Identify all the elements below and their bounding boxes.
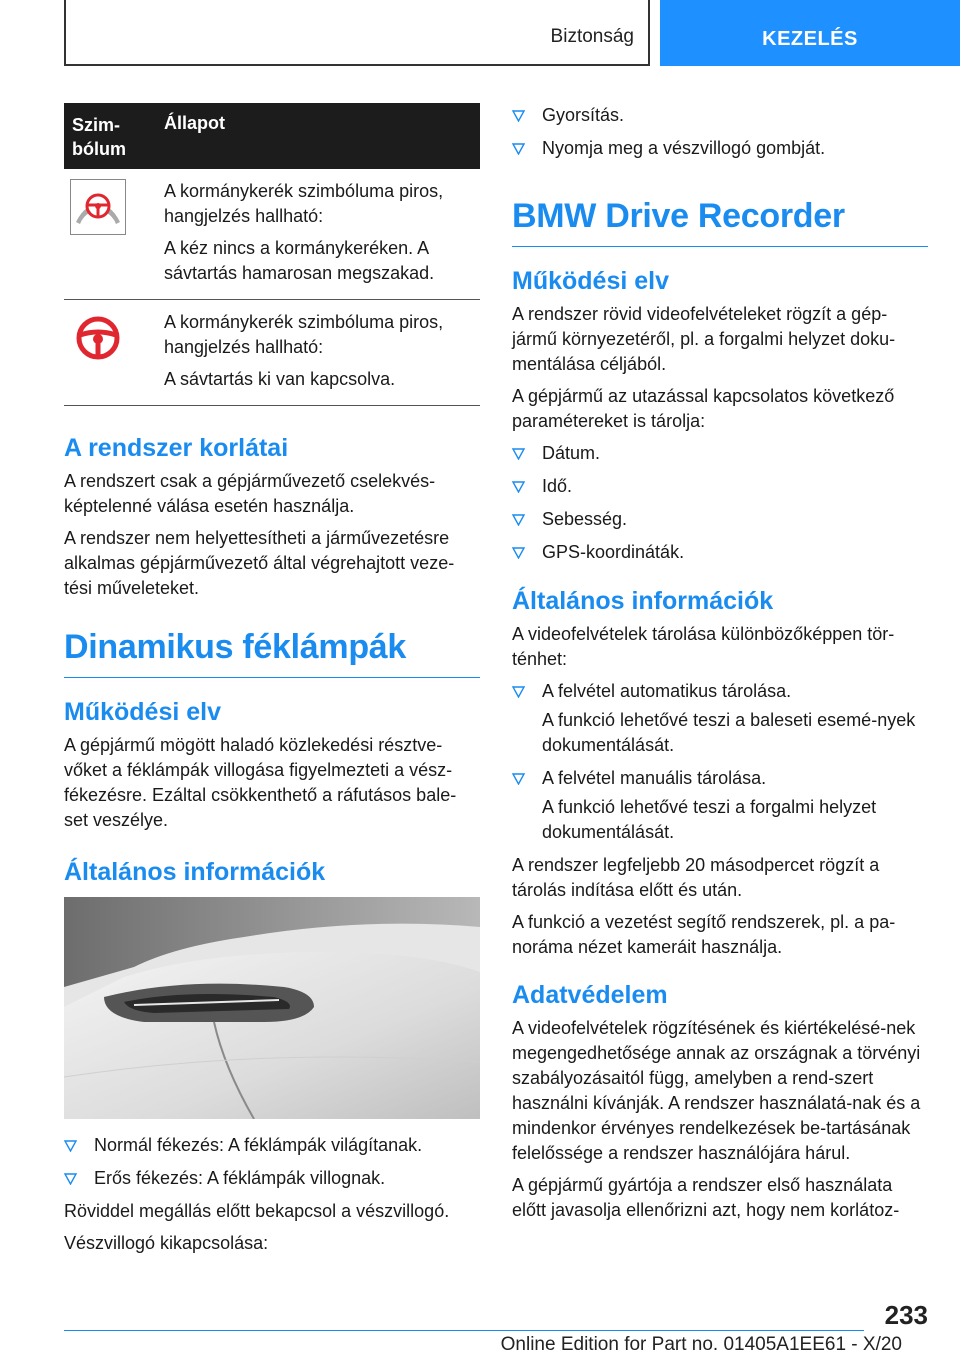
steering-wheel-red-icon <box>70 310 126 366</box>
header-section-title: Biztonság <box>550 26 634 47</box>
table-row-line: A kormánykerék szimbóluma piros, hangjelzés hallható: <box>164 312 444 357</box>
operating-principle-heading: Működési elv <box>512 267 669 295</box>
bullet-triangle-icon <box>512 109 525 122</box>
general-info-heading: Általános információk <box>64 858 326 886</box>
table-row-line: A kéz nincs a kormánykeréken. A sávtartás hamarosan megszakad. <box>164 238 435 283</box>
storage-list-2 <box>512 766 928 791</box>
list-item: GPS-koordináták. <box>512 540 928 565</box>
privacy-paragraph: A gépjármű gyártója a rendszer első használata előtt javasolja ellenőrizni azt, hogy nem korlátoz- <box>512 1175 900 1220</box>
table-header-symbol: Szim- bólum <box>72 115 126 159</box>
page-number: 233 <box>884 1300 928 1330</box>
symbol-table <box>64 103 480 406</box>
bullet-triangle-icon <box>64 1172 77 1185</box>
list-item: Dátum. <box>512 441 928 466</box>
operating-principle-heading: Működési elv <box>64 698 221 726</box>
bullet-triangle-icon <box>512 447 525 460</box>
dynamic-brake-lights-heading: Dinamikus féklámpák <box>64 628 480 678</box>
general-info-heading: Általános információk <box>512 587 774 615</box>
table-header-state: Állapot <box>164 113 225 133</box>
footer-divider <box>64 1330 864 1331</box>
list-item: A felvétel manuális tárolása. <box>512 766 928 791</box>
table-row <box>64 300 480 406</box>
header-section-box <box>64 0 650 66</box>
table-header <box>64 103 480 169</box>
list-item: Sebesség. <box>512 507 928 532</box>
header-chapter-label: KEZELÉS <box>762 28 858 50</box>
hazard-off-paragraph: Vészvillogó kikapcsolása: <box>64 1233 269 1253</box>
left-column <box>64 103 480 1263</box>
table-row <box>64 169 480 300</box>
footer-edition: Online Edition for Part no. 01405A1EE61 - X/20 <box>500 1334 902 1355</box>
brake-bullet-list <box>64 1133 480 1191</box>
limits-paragraph: A rendszert csak a gépjárművezető cselekvés-képtelenné válása esetén használja. <box>64 471 436 516</box>
list-item: Nyomja meg a vészvillogó gombját. <box>512 136 928 161</box>
privacy-heading: Adatvédelem <box>512 981 668 1009</box>
right-column <box>512 103 928 1230</box>
principle-paragraph: A rendszer rövid videofelvételeket rögzít a gép-jármű környezetéről, pl. a forgalmi helyzet doku-mentálása céljából. <box>512 304 896 374</box>
storage-list <box>512 679 928 704</box>
steering-wheel-warning-icon <box>70 179 126 235</box>
list-item: Idő. <box>512 474 928 499</box>
principle-paragraph: A gépjármű mögött haladó közlekedési résztve-vőket a féklámpák villogása figyelmezteti a vész-fékezésre. Ezáltal csökkenthető a ráfutásos bale-set veszélye. <box>64 735 457 830</box>
general-paragraph: A videofelvételek tárolása különbözőképpen tör-ténhet: <box>512 624 895 669</box>
general-paragraph: A rendszer legfeljebb 20 másodpercet rögzít a tárolás indítása előtt és után. <box>512 855 880 900</box>
list-item: Erős fékezés: A féklámpák villognak. <box>64 1166 480 1191</box>
hazard-on-paragraph: Röviddel megállás előtt bekapcsol a vészvillogó. <box>64 1201 450 1221</box>
bullet-triangle-icon <box>512 685 525 698</box>
list-item: A felvétel automatikus tárolása. <box>512 679 928 704</box>
bullet-triangle-icon <box>512 546 525 559</box>
storage-detail: A funkció lehetővé teszi a baleseti esemé-nyek dokumentálását. <box>542 710 916 755</box>
limits-heading: A rendszer korlátai <box>64 434 289 462</box>
parameter-list <box>512 441 928 565</box>
brake-light-photo <box>64 897 480 1119</box>
table-row-line: A sávtartás ki van kapcsolva. <box>164 369 396 389</box>
hazard-off-list <box>512 103 928 161</box>
list-item: Normál fékezés: A féklámpák világítanak. <box>64 1133 480 1158</box>
table-row-line: A kormánykerék szimbóluma piros, hangjelzés hallható: <box>164 181 444 226</box>
bullet-triangle-icon <box>64 1139 77 1152</box>
header-chapter-tab[interactable] <box>660 0 960 66</box>
general-paragraph: A funkció a vezetést segítő rendszerek, pl. a pa-noráma nézet kameráit használja. <box>512 912 896 957</box>
principle-paragraph: A gépjármű az utazással kapcsolatos következő paramétereket is tárolja: <box>512 386 895 431</box>
bullet-triangle-icon <box>512 142 525 155</box>
limits-paragraph: A rendszer nem helyettesítheti a járművezetésre alkalmas gépjárművezető által végrehajtott veze-tési műveleteket. <box>64 528 455 598</box>
bullet-triangle-icon <box>512 480 525 493</box>
privacy-paragraph: A videofelvételek rögzítésének és kiértékelésé-nek megengedhetősége annak az országnak a törvényi szabályozásaitól függ, amelyben a rend-szert használni kívánják. A rendszer használatá-nak és a mindenkor érvényes rendelkezések be-tartásának felelőssége a rendszer használójára hárul. <box>512 1018 921 1163</box>
storage-detail: A funkció lehetővé teszi a forgalmi helyzet dokumentálását. <box>542 797 877 842</box>
bullet-triangle-icon <box>512 772 525 785</box>
drive-recorder-heading: BMW Drive Recorder <box>512 197 928 247</box>
bullet-triangle-icon <box>512 513 525 526</box>
page-header <box>0 0 960 66</box>
list-item: Gyorsítás. <box>512 103 928 128</box>
